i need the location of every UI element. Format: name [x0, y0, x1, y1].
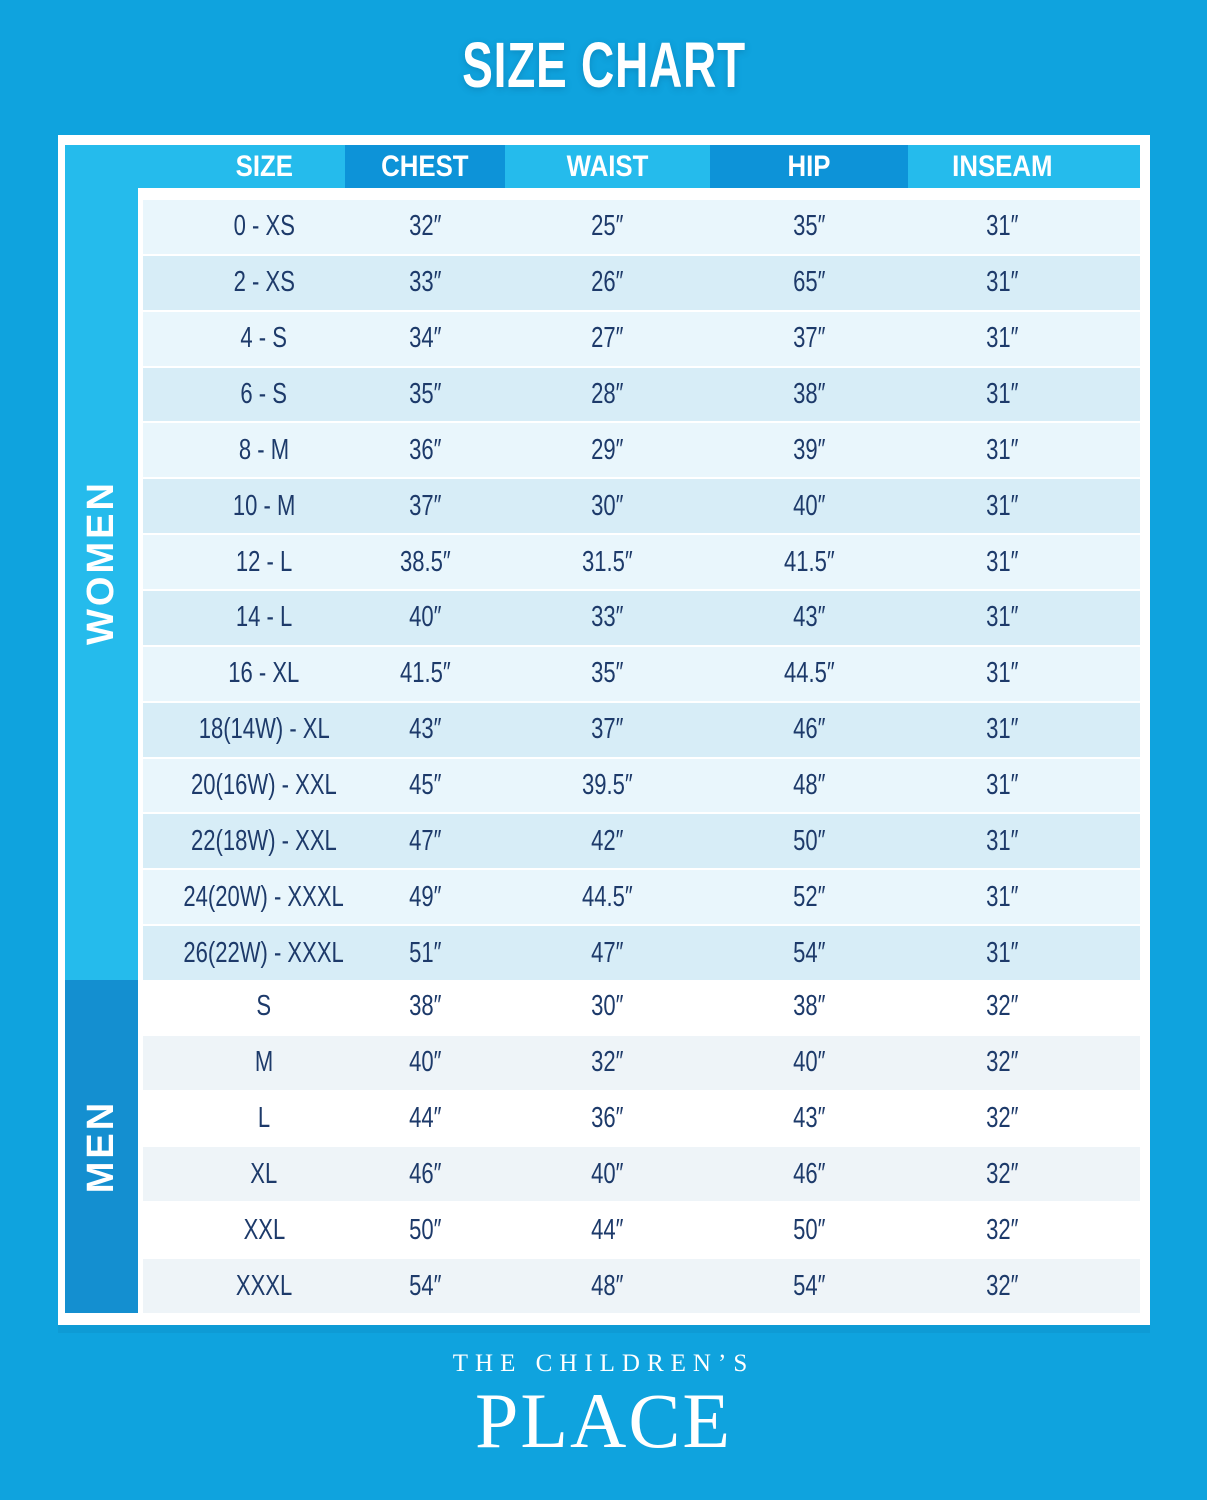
table-cell: 40″ [591, 1157, 624, 1190]
table-cell: XXXL [235, 1269, 293, 1302]
table-row [143, 423, 1140, 477]
table-row [143, 647, 1140, 701]
table-cell: 28″ [591, 378, 624, 410]
table-cell: 31″ [985, 489, 1019, 522]
table-cell: 40″ [408, 601, 442, 634]
table-cell: 18(14W) - XL [198, 713, 330, 746]
table-cell: 52″ [792, 880, 826, 913]
table-cell: 30″ [591, 489, 624, 522]
men-section-band [65, 980, 138, 1313]
table-cell: 6 - S [240, 378, 288, 410]
size-chart-table [58, 135, 1150, 1325]
table-cell: 2 - XS [233, 266, 295, 299]
table-cell: 31″ [985, 880, 1019, 913]
table-cell: 44.5″ [783, 657, 835, 690]
table-cell: 4 - S [240, 322, 288, 355]
table-row [143, 535, 1140, 589]
page-title [0, 30, 1207, 100]
table-cell: 16 - XL [228, 657, 300, 690]
table-cell: 32″ [408, 210, 442, 243]
table-row [143, 1147, 1140, 1201]
table-header-row [65, 145, 1140, 188]
table-cell: 32″ [985, 990, 1019, 1023]
table-cell: 36″ [408, 433, 442, 466]
table-cell: 39″ [792, 433, 826, 466]
table-cell: 54″ [792, 936, 826, 969]
table-cell: 34″ [408, 322, 442, 355]
column-header-waist: WAIST [566, 149, 649, 183]
table-cell: 45″ [408, 769, 442, 802]
table-cell: XXL [243, 1213, 285, 1246]
table-cell: 37″ [792, 322, 826, 355]
table-cell: 10 - M [232, 489, 296, 522]
table-cell: 32″ [985, 1269, 1019, 1302]
men-section-label: MEN [80, 1099, 123, 1194]
table-cell: 40″ [792, 489, 826, 522]
table-cell: 20(16W) - XXL [191, 769, 337, 802]
table-cell: 31″ [985, 378, 1019, 410]
table-cell: 40″ [792, 1046, 826, 1079]
table-cell: 41.5″ [783, 545, 835, 578]
table-cell: 31″ [985, 936, 1019, 969]
table-cell: 44″ [591, 1213, 624, 1246]
table-cell: 50″ [408, 1213, 442, 1246]
table-cell: 35″ [408, 378, 442, 410]
table-row [143, 368, 1140, 422]
table-cell: 22(18W) - XXL [191, 824, 337, 857]
table-cell: 26(22W) - XXXL [183, 936, 345, 969]
table-cell: 31″ [985, 769, 1019, 802]
table-row [143, 1259, 1140, 1313]
table-cell: 31″ [985, 210, 1019, 243]
table-cell: 37″ [408, 489, 442, 522]
table-cell: M [254, 1046, 274, 1079]
table-cell: 38.5″ [399, 545, 451, 578]
table-cell: 40″ [408, 1046, 442, 1079]
table-cell: 54″ [408, 1269, 442, 1302]
table-cell: 51″ [408, 936, 442, 969]
table-cell: 54″ [792, 1269, 826, 1302]
table-row [143, 1036, 1140, 1090]
women-section-label: WOMEN [80, 480, 122, 645]
table-cell: 65″ [792, 266, 826, 299]
table-cell: 38″ [792, 378, 826, 410]
table-cell: 43″ [792, 1102, 826, 1135]
table-cell: 50″ [792, 824, 826, 857]
table-cell: 48″ [792, 769, 826, 802]
table-cell: S [256, 990, 272, 1023]
brand-logo [0, 1350, 1207, 1464]
women-rows [143, 200, 1140, 980]
table-cell: 42″ [591, 824, 624, 857]
table-cell: 39.5″ [582, 769, 633, 802]
brand-logo-line2: PLACE [474, 1377, 733, 1464]
table-cell: 31″ [985, 713, 1019, 746]
table-cell: 35″ [591, 657, 624, 690]
table-content [65, 145, 1140, 1313]
table-cell: 36″ [591, 1102, 624, 1135]
table-cell: 0 - XS [233, 210, 295, 243]
table-cell: 38″ [792, 990, 826, 1023]
table-cell: 47″ [591, 936, 624, 969]
table-cell: 48″ [591, 1269, 624, 1302]
table-row [143, 1203, 1140, 1257]
table-row [143, 200, 1140, 254]
table-cell: 26″ [591, 266, 624, 299]
table-row [143, 926, 1140, 980]
table-cell: 31″ [985, 266, 1019, 299]
column-header-hip: HIP [787, 149, 831, 183]
table-cell: 14 - L [235, 601, 293, 634]
table-cell: 30″ [591, 990, 624, 1023]
table-cell: 50″ [792, 1213, 826, 1246]
table-cell: 27″ [591, 322, 624, 355]
table-cell: 12 - L [235, 545, 293, 578]
table-cell: 8 - M [238, 433, 290, 466]
table-cell: 35″ [792, 210, 826, 243]
table-row [143, 703, 1140, 757]
section-sidebar [65, 145, 138, 1313]
table-cell: 31″ [985, 601, 1019, 634]
table-cell: 43″ [792, 601, 826, 634]
column-header-chest: CHEST [381, 149, 469, 183]
women-section-band [65, 145, 138, 980]
table-row [143, 870, 1140, 924]
table-row [143, 980, 1140, 1034]
table-cell: 41.5″ [399, 657, 451, 690]
table-cell: 32″ [985, 1157, 1019, 1190]
table-cell: 24(20W) - XXXL [183, 880, 345, 913]
table-cell: 31″ [985, 433, 1019, 466]
table-row [143, 256, 1140, 310]
brand-logo-line1: THE CHILDREN’S [452, 1350, 755, 1377]
table-row [143, 1092, 1140, 1146]
table-cell: 46″ [792, 1157, 826, 1190]
men-rows [143, 980, 1140, 1313]
table-cell: 31″ [985, 545, 1019, 578]
table-cell: 32″ [985, 1102, 1019, 1135]
table-cell: 33″ [408, 266, 442, 299]
column-header-inseam: INSEAM [951, 149, 1053, 183]
table-row [143, 591, 1140, 645]
table-row [143, 814, 1140, 868]
table-cell: 31.5″ [582, 545, 633, 578]
table-cell: 25″ [591, 210, 624, 243]
table-row [143, 312, 1140, 366]
table-row [143, 479, 1140, 533]
table-cell: 32″ [591, 1046, 624, 1079]
table-cell: 32″ [985, 1213, 1019, 1246]
table-row [143, 759, 1140, 813]
table-cell: 29″ [591, 433, 624, 466]
table-cell: 31″ [985, 657, 1019, 690]
table-cell: 31″ [985, 824, 1019, 857]
page-title-text: SIZE CHART [461, 29, 746, 101]
table-cell: 44.5″ [582, 880, 633, 913]
table-cell: 47″ [408, 824, 442, 857]
table-cell: 46″ [792, 713, 826, 746]
table-cell: 43″ [408, 713, 442, 746]
table-cell: 38″ [408, 990, 442, 1023]
column-header-size: SIZE [235, 149, 293, 183]
table-cell: 44″ [408, 1102, 442, 1135]
table-cell: 49″ [408, 880, 442, 913]
table-cell: 31″ [985, 322, 1019, 355]
table-cell: XL [250, 1157, 278, 1190]
table-cell: 32″ [985, 1046, 1019, 1079]
table-cell: 46″ [408, 1157, 442, 1190]
table-cell: 37″ [591, 713, 624, 746]
table-cell: L [257, 1102, 271, 1135]
table-cell: 33″ [591, 601, 624, 634]
